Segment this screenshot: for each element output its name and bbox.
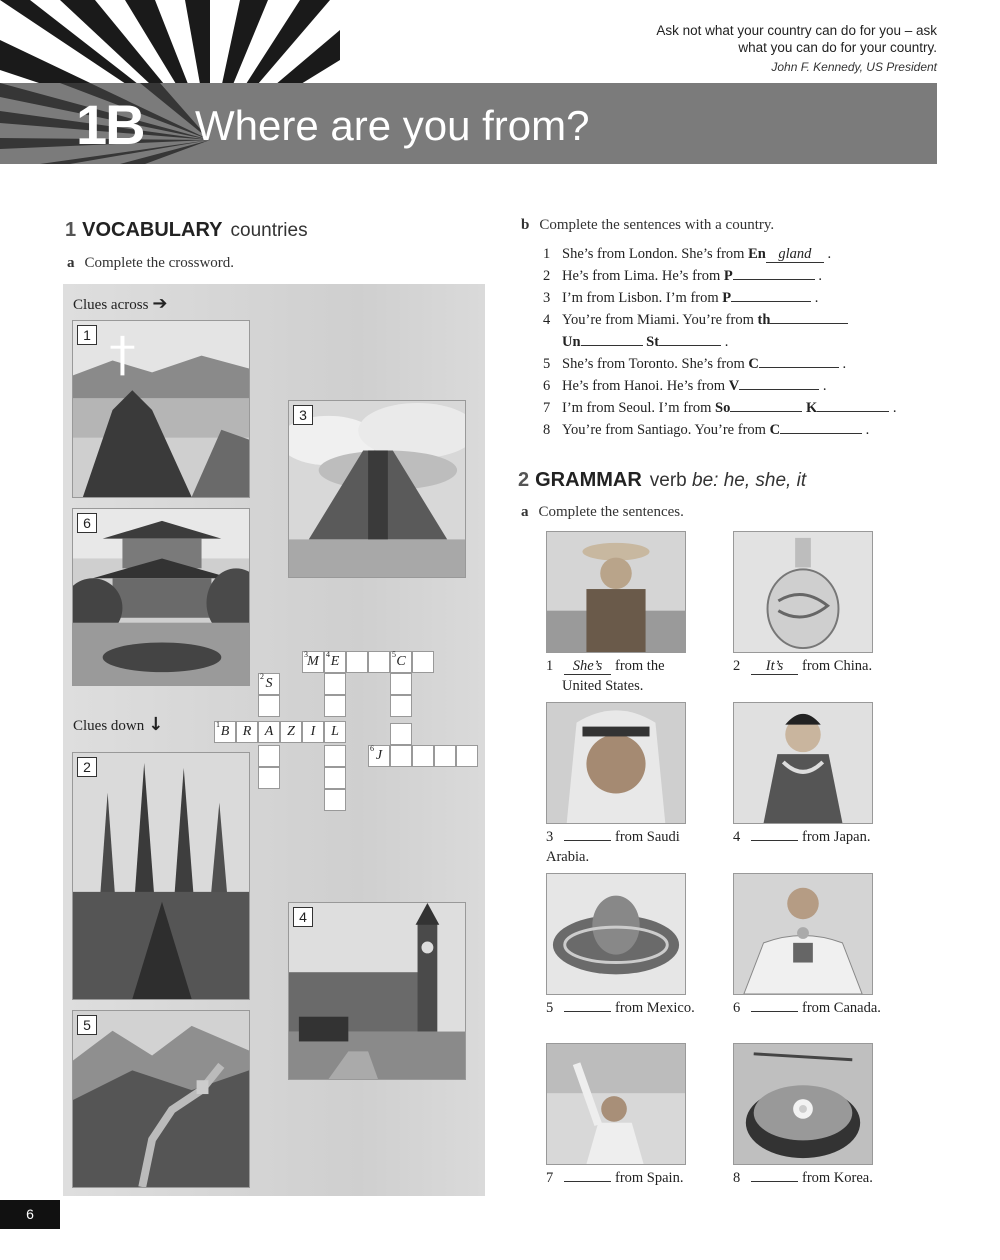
instruction-1a bbox=[67, 255, 234, 272]
clues-across-text: Clues across bbox=[73, 297, 149, 313]
crossword-cell[interactable]: A bbox=[258, 721, 280, 743]
photo-sombrero bbox=[546, 873, 686, 995]
unit-number: 1B bbox=[76, 93, 144, 156]
quote-line-1: Ask not what your country can do for you – ask bbox=[656, 23, 937, 38]
answer-blank[interactable] bbox=[731, 301, 811, 302]
answer-blank[interactable] bbox=[817, 411, 889, 412]
grammar-item-5: 5 from Mexico. bbox=[546, 1000, 695, 1016]
grammar-item-4: 4 from Japan. bbox=[733, 829, 871, 845]
photo-american-cowgirl bbox=[546, 531, 686, 653]
grammar-item-2: 2 It’s from China. bbox=[733, 658, 873, 674]
photo-london-big-ben bbox=[288, 902, 466, 1080]
crossword-cell[interactable]: 1 B bbox=[214, 721, 236, 743]
crossword-cell[interactable] bbox=[390, 723, 412, 745]
crossword-cell[interactable] bbox=[324, 789, 346, 811]
list-item: 3 I’m from Lisbon. I’m from P . bbox=[543, 290, 819, 306]
section-title: GRAMMAR bbox=[535, 469, 642, 491]
crossword-cell[interactable]: L bbox=[324, 721, 346, 743]
section-subtitle: verb be: he, she, it bbox=[649, 470, 807, 491]
section-subtitle: countries bbox=[230, 220, 308, 241]
page-number: 6 bbox=[0, 1200, 60, 1229]
crossword-cell[interactable] bbox=[324, 673, 346, 695]
answer-blank[interactable] bbox=[581, 345, 643, 346]
clues-down-label bbox=[73, 714, 163, 735]
crossword-cell[interactable]: Z bbox=[280, 721, 302, 743]
crossword-cell[interactable] bbox=[456, 745, 478, 767]
list-item: 2 He’s from Lima. He’s from P . bbox=[543, 268, 822, 284]
answer-blank[interactable]: She’s bbox=[564, 659, 611, 675]
crossword-cell[interactable] bbox=[390, 695, 412, 717]
photo-number: 4 bbox=[293, 907, 313, 927]
answer-blank[interactable] bbox=[564, 840, 611, 841]
answer-blank[interactable] bbox=[564, 1011, 611, 1012]
photo-flamenco-dancer bbox=[546, 1043, 686, 1165]
photo-canadian-athlete bbox=[733, 873, 873, 995]
answer-blank[interactable] bbox=[759, 367, 839, 368]
photo-rio-de-janeiro bbox=[72, 320, 250, 498]
section-2-heading bbox=[518, 469, 806, 492]
crossword-cell[interactable]: 4 E bbox=[324, 651, 346, 673]
grammar-item-1: 1 She’s from the United States. bbox=[546, 658, 665, 694]
part-letter: a bbox=[67, 255, 75, 271]
instruction-1b bbox=[521, 217, 774, 234]
photo-number: 6 bbox=[77, 513, 97, 533]
answer-blank[interactable] bbox=[659, 345, 721, 346]
grammar-item-6: 6 from Canada. bbox=[733, 1000, 881, 1016]
photo-great-wall bbox=[72, 1010, 250, 1188]
crossword-cell[interactable] bbox=[258, 745, 280, 767]
crossword-cell[interactable] bbox=[412, 651, 434, 673]
crossword-cell[interactable] bbox=[390, 745, 412, 767]
crossword-cell[interactable]: 2 S bbox=[258, 673, 280, 695]
photo-japanese-temple bbox=[72, 508, 250, 686]
answer-blank[interactable] bbox=[564, 1181, 611, 1182]
photo-number: 3 bbox=[293, 405, 313, 425]
answer-blank[interactable]: gland bbox=[766, 246, 824, 263]
sentence-list-b bbox=[543, 243, 963, 441]
header-quote bbox=[656, 22, 937, 74]
section-number: 2 bbox=[518, 469, 530, 491]
instruction-text: Complete the sentences with a country. bbox=[539, 217, 775, 233]
photo-korean-bibimbap bbox=[733, 1043, 873, 1165]
crossword-cell[interactable] bbox=[412, 745, 434, 767]
crossword-cell[interactable]: 5 C bbox=[390, 651, 412, 673]
answer-blank[interactable] bbox=[739, 389, 819, 390]
grammar-item-8: 8 from Korea. bbox=[733, 1170, 873, 1186]
instruction-text: Complete the crossword. bbox=[84, 255, 235, 271]
section-title: VOCABULARY bbox=[82, 219, 223, 241]
page-title: Where are you from? bbox=[195, 102, 590, 149]
crossword-cell[interactable]: 6 J bbox=[368, 745, 390, 767]
clues-across-label bbox=[73, 293, 168, 314]
photo-chichen-itza bbox=[288, 400, 466, 578]
answer-blank[interactable] bbox=[751, 1011, 798, 1012]
crossword-cell[interactable] bbox=[324, 767, 346, 789]
quote-line-2: what you can do for your country. bbox=[738, 40, 937, 55]
arrow-down-icon: ↓ bbox=[148, 714, 164, 735]
crossword-cell[interactable] bbox=[324, 745, 346, 767]
arrow-right-icon: ➔ bbox=[152, 293, 168, 314]
photo-number: 5 bbox=[77, 1015, 97, 1035]
part-letter: a bbox=[521, 504, 529, 520]
crossword-cell[interactable] bbox=[324, 695, 346, 717]
photo-japanese-woman bbox=[733, 702, 873, 824]
answer-blank[interactable] bbox=[770, 323, 848, 324]
section-1-heading bbox=[65, 219, 308, 242]
photo-saudi-man bbox=[546, 702, 686, 824]
list-item: 7 I’m from Seoul. I’m from So K . bbox=[543, 400, 897, 416]
clues-down-text: Clues down bbox=[73, 718, 145, 734]
grammar-item-3: 3 from Saudi Arabia. bbox=[546, 829, 680, 865]
instruction-2a bbox=[521, 504, 684, 521]
answer-blank[interactable] bbox=[780, 433, 862, 434]
photo-number: 2 bbox=[77, 757, 97, 777]
answer-blank[interactable] bbox=[751, 1181, 798, 1182]
quote-author: John F. Kennedy, US President bbox=[771, 60, 937, 74]
answer-blank[interactable] bbox=[733, 279, 815, 280]
grammar-item-7: 7 from Spain. bbox=[546, 1170, 684, 1186]
photo-chinese-vase bbox=[733, 531, 873, 653]
crossword-cell[interactable]: I bbox=[302, 721, 324, 743]
list-item: 5 She’s from Toronto. She’s from C . bbox=[543, 356, 847, 372]
section-number: 1 bbox=[65, 219, 77, 241]
answer-blank[interactable] bbox=[751, 840, 798, 841]
answer-blank[interactable]: It’s bbox=[751, 659, 798, 675]
crossword-cell[interactable] bbox=[346, 651, 368, 673]
crossword-cell[interactable] bbox=[434, 745, 456, 767]
crossword-cell[interactable] bbox=[390, 673, 412, 695]
list-item: 4 You’re from Miami. You’re from th Un St . bbox=[543, 309, 963, 353]
crossword-cell[interactable]: R bbox=[236, 721, 258, 743]
crossword-cell[interactable] bbox=[258, 695, 280, 717]
photo-number: 1 bbox=[77, 325, 97, 345]
part-letter: b bbox=[521, 217, 530, 233]
list-item: 8 You’re from Santiago. You’re from C . bbox=[543, 422, 870, 438]
instruction-text: Complete the sentences. bbox=[538, 504, 684, 520]
answer-blank[interactable] bbox=[730, 411, 802, 412]
crossword-cell[interactable] bbox=[368, 651, 390, 673]
list-item: 1 She’s from London. She’s from En gland . bbox=[543, 246, 832, 262]
photo-sagrada-familia bbox=[72, 752, 250, 1000]
crossword-cell[interactable] bbox=[258, 767, 280, 789]
list-item: 6 He’s from Hanoi. He’s from V . bbox=[543, 378, 827, 394]
crossword-cell[interactable]: 3 M bbox=[302, 651, 324, 673]
